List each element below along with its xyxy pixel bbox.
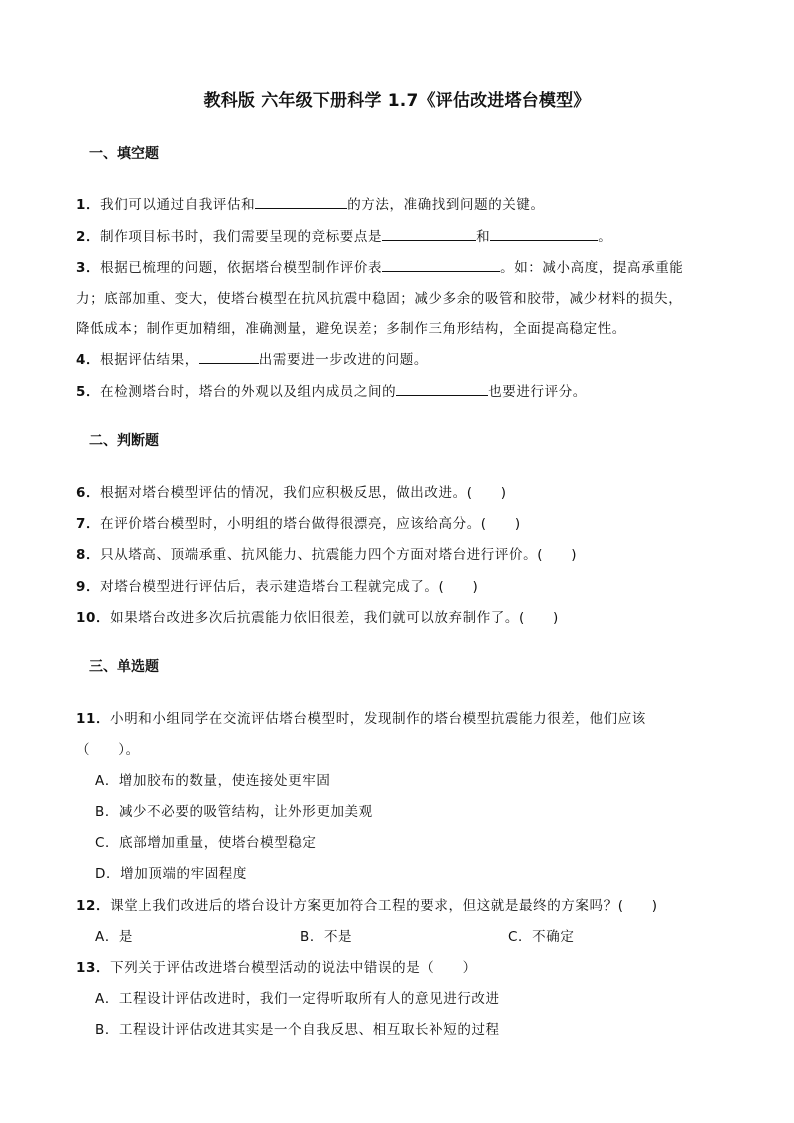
section-heading-fill-blank: 一、填空题	[89, 146, 159, 162]
question-number: 3．	[76, 260, 101, 276]
section-heading-single-choice: 三、单选题	[89, 659, 159, 675]
question-number: 8．	[76, 547, 101, 563]
question-text: 在评价塔台模型时，小明组的塔台做得很漂亮，应该给高分。( )	[100, 516, 521, 532]
question-11-line-2: （ ）。	[76, 742, 140, 758]
question-13	[76, 956, 477, 976]
section-heading-true-false: 二、判断题	[89, 433, 159, 449]
question-number: 5．	[76, 384, 101, 400]
question-8	[76, 543, 577, 563]
question-number: 12．	[76, 898, 111, 914]
option-b[interactable]: B．工程设计评估改进其实是一个自我反思、相互取长补短的过程	[95, 1022, 500, 1038]
question-number: 11．	[76, 711, 111, 727]
question-1	[76, 193, 545, 213]
question-number: 1．	[76, 197, 101, 213]
question-3-line-2: 力；底部加重、变大，使塔台模型在抗风抗震中稳固；减少多余的吸管和胶带，减少材料的损失，	[76, 291, 683, 307]
question-number: 7．	[76, 516, 101, 532]
option-a[interactable]: A．是	[95, 929, 134, 945]
answer-blank[interactable]	[490, 228, 598, 241]
question-2	[76, 225, 612, 245]
option-c[interactable]: C．不确定	[508, 929, 575, 945]
question-11	[76, 707, 646, 727]
option-b[interactable]: B．减少不必要的吸管结构，让外形更加美观	[95, 804, 373, 820]
option-c[interactable]: C．底部增加重量，使塔台模型稳定	[95, 835, 317, 851]
question-text: 在检测塔台时，塔台的外观以及组内成员之间的	[100, 384, 397, 400]
question-6	[76, 481, 507, 501]
question-3-line-3: 降低成本；制作更加精细，准确测量，避免误差；多制作三角形结构，全面提高稳定性。	[76, 321, 626, 337]
document-title: 教科版 六年级下册科学 1.7《评估改进塔台模型》	[203, 91, 591, 111]
question-text: 根据已梳理的问题，依据塔台模型制作评价表	[100, 260, 383, 276]
question-text: 的方法，准确找到问题的关键。	[347, 197, 545, 213]
option-a[interactable]: A．增加胶布的数量，使连接处更牢固	[95, 773, 331, 789]
question-text: 小明和小组同学在交流评估塔台模型时，发现制作的塔台模型抗震能力很差，他们应该	[110, 711, 646, 727]
question-text: 根据评估结果，	[100, 352, 199, 368]
question-text: 我们可以通过自我评估和	[100, 197, 256, 213]
question-text: 出需要进一步改进的问题。	[258, 352, 428, 368]
question-text: 对塔台模型进行评估后，表示建造塔台工程就完成了。( )	[100, 579, 479, 595]
question-text: 也要进行评分。	[488, 384, 587, 400]
question-text: 课堂上我们改进后的塔台设计方案更加符合工程的要求，但这就是最终的方案吗？( )	[110, 898, 658, 914]
question-4	[76, 348, 428, 368]
answer-blank[interactable]	[382, 228, 476, 241]
answer-blank[interactable]	[382, 259, 500, 272]
question-3	[76, 256, 683, 276]
question-text: 如果塔台改进多次后抗震能力依旧很差，我们就可以放弃制作了。( )	[110, 610, 559, 626]
question-12	[76, 894, 658, 914]
answer-blank[interactable]	[255, 196, 347, 209]
question-number: 4．	[76, 352, 101, 368]
question-text: 根据对塔台模型评估的情况，我们应积极反思，做出改进。( )	[100, 485, 507, 501]
question-number: 6．	[76, 485, 101, 501]
answer-blank[interactable]	[396, 383, 488, 396]
question-9	[76, 575, 478, 595]
question-5	[76, 380, 587, 400]
option-a[interactable]: A．工程设计评估改进时，我们一定得听取所有人的意见进行改进	[95, 991, 500, 1007]
question-text: 和	[476, 229, 491, 245]
question-text: 。如：减小高度，提高承重能	[500, 260, 684, 276]
question-number: 13．	[76, 960, 111, 976]
option-d[interactable]: D．增加顶端的牢固程度	[95, 866, 247, 882]
question-number: 2．	[76, 229, 101, 245]
question-number: 9．	[76, 579, 101, 595]
question-text: 只从塔高、顶端承重、抗风能力、抗震能力四个方面对塔台进行评价。( )	[100, 547, 578, 563]
question-text: 下列关于评估改进塔台模型活动的说法中错误的是（ ）	[110, 960, 477, 976]
question-7	[76, 512, 521, 532]
question-10	[76, 606, 559, 626]
option-b[interactable]: B．不是	[300, 929, 353, 945]
answer-blank[interactable]	[199, 351, 259, 364]
question-text: 。	[598, 229, 613, 245]
question-number: 10．	[76, 610, 111, 626]
question-text: 制作项目标书时，我们需要呈现的竞标要点是	[100, 229, 383, 245]
